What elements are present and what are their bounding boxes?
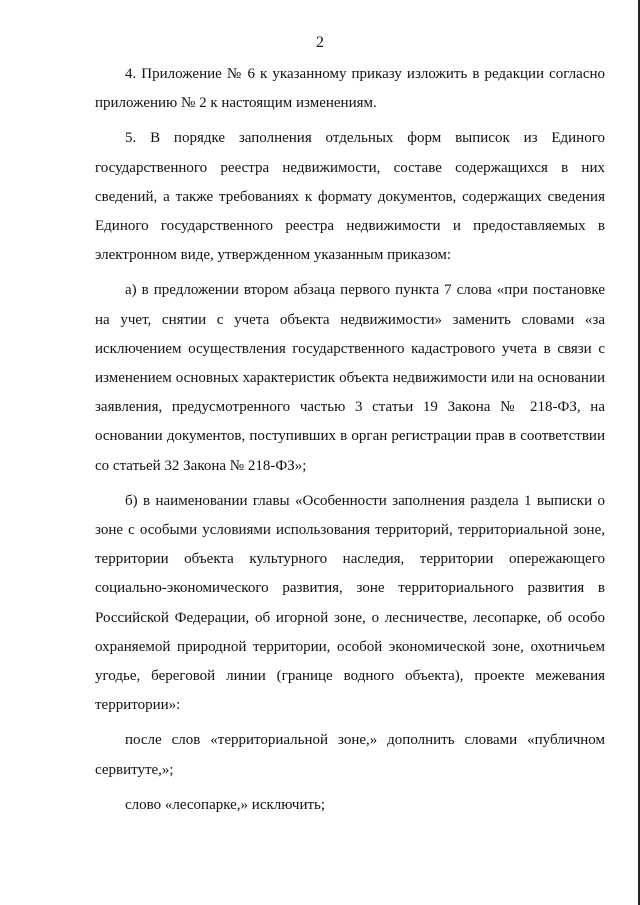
paragraph-amendment-remove: слово «лесопарке,» исключить; <box>125 796 326 813</box>
paragraph-amendment-add: после слов «территориальной зоне,» дополнить словами «публичном сервитуте,»; <box>95 732 605 778</box>
document-body <box>95 60 605 820</box>
paragraph-subitem-b: б) в наименовании главы «Особенности заполнения раздела 1 выписки о зоне с особыми условиями использования территорий, территориальной зоне, территории объекта культурного наследия, территории опережающего социально-экономического развития, зоне территориального развития в Российской Федерации, об игорной зоне, о лесничестве, лесопарке, об особо охраняемой природной территории, особой экономической зоне, охотничьем угодье, береговой линии (границе водного объекта), проекте межевания территории»: <box>95 492 605 714</box>
paragraph-subitem-a: а) в предложении втором абзаца первого пункта 7 слова «при постановке на учет, снятии с учета объекта недвижимости» заменить словами «за исключением осуществления государственного кадастрового учета в связи с изменением основных характеристик объекта недвижимости или на основании заявления, предусмотренного частью 3 статьи 19 Закона № 218-ФЗ, на основании документов, поступивших в орган регистрации прав в соответствии со статьей 32 Закона № 218-ФЗ»; <box>95 282 605 474</box>
paragraph-item-4: 4. Приложение № 6 к указанному приказу изложить в редакции согласно приложению № 2 к настоящим изменениям. <box>95 66 605 112</box>
paragraph-item-5: 5. В порядке заполнения отдельных форм выписок из Единого государственного реестра недвижимости, составе содержащихся в них сведений, а также требованиях к формату документов, содержащих сведения Единого государственного реестра недвижимости и предоставляемых в электронном виде, утвержденном указанным приказом: <box>95 130 605 264</box>
page-number: 2 <box>316 34 324 51</box>
